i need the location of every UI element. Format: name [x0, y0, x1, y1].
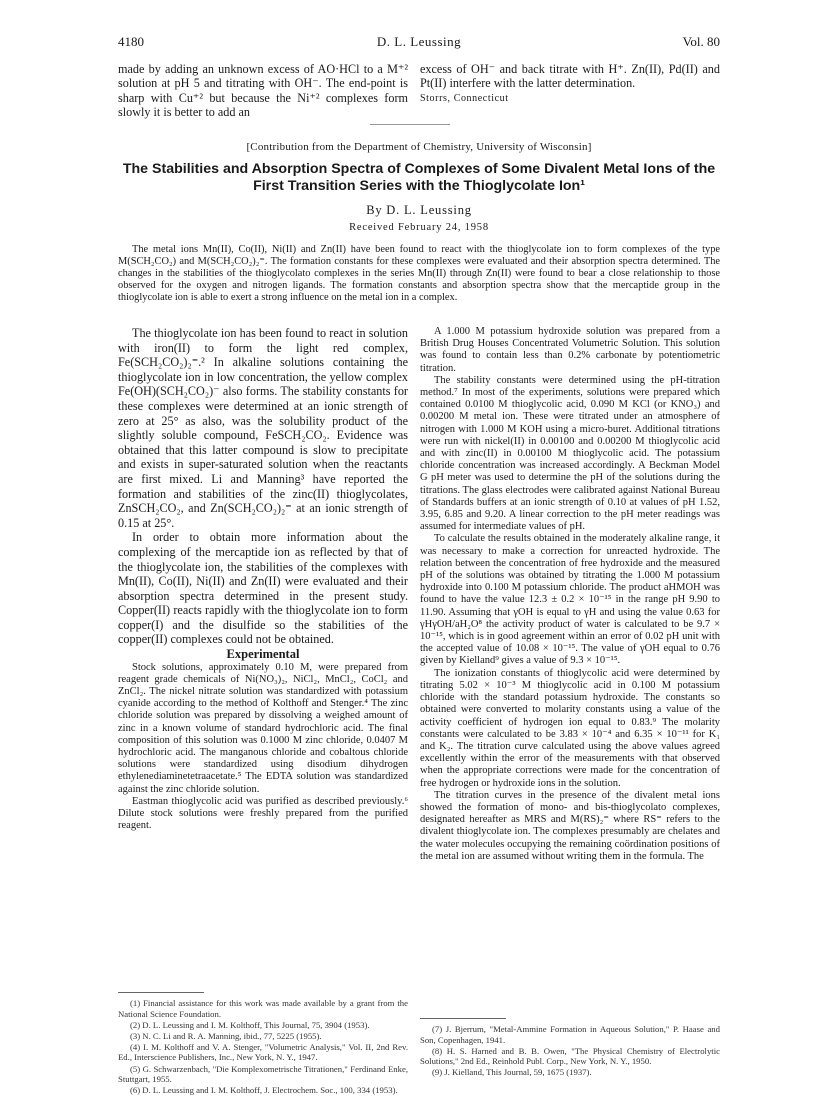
footnote-3: (3) N. C. Li and R. A. Manning, ibid., 77, 5225 (1955).	[130, 1030, 322, 1041]
left-column-body	[118, 326, 408, 833]
right-paragraph-4: The ionization constants of thioglycolic acid were determined by titrating 5.02 × 10⁻³ M thioglycolic acid in 0.100 M potassium chloride with the standard potassium hydroxide. The constants so obtained were converted to molarity constants using a value of the activity coefficient of hydrogen ion equal to 0.83.⁹ The molarity constants were calculated to be 3.83 × 10⁻⁴ and 6.35 × 10⁻¹¹ for K₁ and K₂. The titration curve calculated using the above values agreed excellently within the error of the measurements with that observed when the appropriate corrections were made for the concentration of free hydrogen or hydroxide ions in the solution.	[420, 667, 720, 789]
section-heading-experimental: Experimental	[226, 647, 300, 662]
right-paragraph-5: The titration curves in the presence of the divalent metal ions showed the formation of mono- and bis-thioglycolato complexes, designated hereafter as MRS and M(RS)₂⁼ where RS⁼ refers to the divalent thioglycolate ion. The complexes presumably are chelates and the water molecules occupying the remaining coördination positions of the metal ion are assumed without writing them in the formula. The	[420, 789, 720, 862]
footnotes-left	[118, 998, 408, 1096]
intro-paragraph-1: The thioglycolate ion has been found to react in solution with iron(II) to form the light red complex, Fe(SCH₂CO₂)₂⁼.² In alkaline solutions containing the thioglycolate ion in low concentration, the yellow complex Fe(OH)(SCH₂CO₂)⁻ also forms. The stability constants for these complexes were determined at an ionic strength of zero at 25° as also, was the solubility product of the slightly soluble compound, FeSCH₂CO₂. Evidence was obtained that this latter compound is slow to precipitate and exists in super-saturated solution when the reactants are first mixed. Li and Manning³ have reported the formation and stabilities of the zinc(II) thioglycolates, ZnSCH₂CO₂, and Zn(SCH₂CO₂)₂⁼ at an ionic strength of 0.15 at 25°.	[118, 326, 408, 530]
footnote-8: (8) H. S. Harned and B. B. Owen, "The Physical Chemistry of Electrolytic Solutions," 2nd Ed., Reinhold Publ. Corp., New York, N. Y., 1950.	[420, 1045, 720, 1067]
previous-article-right	[420, 62, 720, 106]
right-paragraph-1: A 1.000 M potassium hydroxide solution was prepared from a British Drug Houses Concentrated Volumetric Solution. This solution was found to contain less than 0.2% carbonate by potentiometric titration.	[420, 326, 720, 374]
right-column-body	[420, 326, 720, 863]
footnote-rule-left	[118, 992, 204, 993]
footnote-9: (9) J. Kielland, This Journal, 59, 1675 (1937).	[432, 1067, 592, 1078]
volume-label: Vol. 80	[682, 34, 720, 49]
article-divider	[370, 124, 450, 125]
byline: By D. L. Leussing	[366, 203, 472, 217]
footnote-5: (5) G. Schwarzenbach, "Die Komplexometrische Titrationen," Ferdinand Enke, Stuttgart, 1955.	[118, 1063, 408, 1085]
intro-paragraph-2: In order to obtain more information about the complexing of the mercaptide ion as reflected by that of the thioglycolate ion, the stabilities of the complexes with Mn(II), Co(II), Ni(II) and Zn(II) were evaluated and their absorption spectra determined in the present study. Copper(II) reacts rapidly with the thioglycolate ion to form copper(I) and the disulfide so the stabilities of the copper(II) complexes could not be obtained.	[118, 530, 408, 647]
previous-article-text-left: made by adding an unknown excess of AO·HCl to a M⁺² solution at pH 5 and titrating with OH⁻. The end-point is sharp with Cu⁺² but because the Ni⁺² complexes form slowly it is better to add an	[118, 62, 408, 120]
page-number: 4180	[118, 34, 144, 49]
footnotes-right	[420, 1024, 720, 1078]
abstract: The metal ions Mn(II), Co(II), Ni(II) and Zn(II) have been found to react with the thioglycolate ion to form complexes of the type M(SCH₂CO₂) and M(SCH₂CO₂)₂⁼. The formation constants for these complexes were evaluated and their absorption spectra determined. The changes in the stabilities of the thioglycolato complexes in the series Mn(II) through Zn(II) were found to bear a close relationship to those observed for the oxygen and nitrogen ligands. The formation constants and absorption spectra show that the mercaptide group in the thioglycolate ion is able to exert a strong influence on the metal ion in a complex.	[118, 244, 720, 303]
right-paragraph-3: To calculate the results obtained in the moderately alkaline range, it was necessary to make a correction for unreacted hydroxide. The relation between the concentration of free hydroxide and the measured pH of the solutions was obtained by titrating the 1.000 M potassium hydroxide into 0.100 M potassium chloride. The product aHMOH was found to have the value 12.3 ± 0.2 × 10⁻¹⁵ in the range pH 9.90 to 11.90. Assuming that γOH is equal to γH and using the value 0.63 for γHγOH/aH₂O⁸ the activity product of water is calculated to be 9.7 × 10⁻¹⁵, which is in good agreement within an error of 0.02 pH unit with the accepted value of 10.08 × 10⁻¹⁵. The value of γOH equal to 0.76 given by Kielland⁹ gives a value of 9.3 × 10⁻¹⁵.	[420, 533, 720, 667]
article-title: The Stabilities and Absorption Spectra of Complexes of Some Divalent Metal Ions of the First Transition Series with the Thioglycolate Ion¹	[122, 161, 716, 194]
previous-article-left	[118, 62, 408, 120]
footnotes-right-block	[420, 1014, 720, 1078]
footnote-6: (6) D. L. Leussing and I. M. Kolthoff, J. Electrochem. Soc., 100, 334 (1953).	[130, 1085, 398, 1096]
received-date: Received February 24, 1958	[349, 222, 489, 233]
experimental-paragraph-2: Eastman thioglycolic acid was purified as described previously.⁶ Dilute stock solutions were freshly prepared from the purified reagent.	[118, 795, 408, 832]
right-paragraph-2: The stability constants were determined using the pH-titration method.⁷ In most of the experiments, solutions were prepared which contained 0.0100 M thioglycolic acid, 0.090 M KCl (or KNO₃) and 0.00200 M metal ion. These were titrated under an atmosphere of nitrogen with 1.000 M KOH using a micro-buret. Additional titrations were run with nickel(II) in 0.00100 and 0.00200 M thioglycolic acid and with zinc(II) in 0.00100 M thioglycolic acid. The potassium chloride concentration was increased accordingly. A Beckman Model G pH meter was used to determine the pH of the solutions during the titrations. The glass electrodes were calibrated against National Bureau of Standards buffers at an ionic strength of 0.10 at values of pH 1.52, 3.95, 6.85 and 9.20. A linear correction to the pH meter readings was assumed for intermediate values of pH.	[420, 374, 720, 533]
previous-article-affiliation: Storrs, Connecticut	[420, 92, 509, 104]
footnote-1: (1) Financial assistance for this work was made available by a grant from the National Science Foundation.	[118, 998, 408, 1019]
experimental-text	[118, 662, 408, 833]
running-header	[118, 34, 720, 52]
footnote-4: (4) I. M. Kolthoff and V. A. Stenger, "Volumetric Analysis," Vol. II, 2nd Rev. Ed., Interscience Publishers, Inc., New York, N. Y., 1947.	[118, 1041, 408, 1063]
footnote-rule-right	[420, 1018, 506, 1019]
footnote-2: (2) D. L. Leussing and I. M. Kolthoff, This Journal, 75, 3904 (1953).	[130, 1019, 370, 1030]
running-author: D. L. Leussing	[376, 34, 462, 49]
previous-article-text-right: excess of OH⁻ and back titrate with H⁺. Zn(II), Pd(II) and Pt(II) interfere with the latter determination.	[420, 62, 720, 91]
footnote-7: (7) J. Bjerrum, "Metal-Ammine Formation in Aqueous Solution," P. Haase and Son, Copenhagen, 1941.	[420, 1024, 720, 1045]
footnotes-left-block	[118, 988, 408, 1096]
contribution-line: [Contribution from the Department of Chemistry, University of Wisconsin]	[246, 141, 592, 153]
experimental-paragraph-1: Stock solutions, approximately 0.10 M, were prepared from reagent grade chemicals of Ni(NO₃)₂, NiCl₂, MnCl₂, CoCl₂ and ZnCl₂. The nickel nitrate solution was standardized with potassium cyanide according to the method of Kolthoff and Stenger.⁴ The zinc chloride solution was prepared by dissolving a weighed amount of zinc in a known volume of standard hydrochloric acid. The final composition of this solution was 0.1000 M zinc chloride, 0.0407 M hydrochloric acid. The manganous chloride and cobaltous chloride solutions were standardized using disodium dihydrogen ethylenediaminetetraacetate.⁵ The EDTA solution was standardized against the zinc chloride solution.	[118, 661, 408, 795]
